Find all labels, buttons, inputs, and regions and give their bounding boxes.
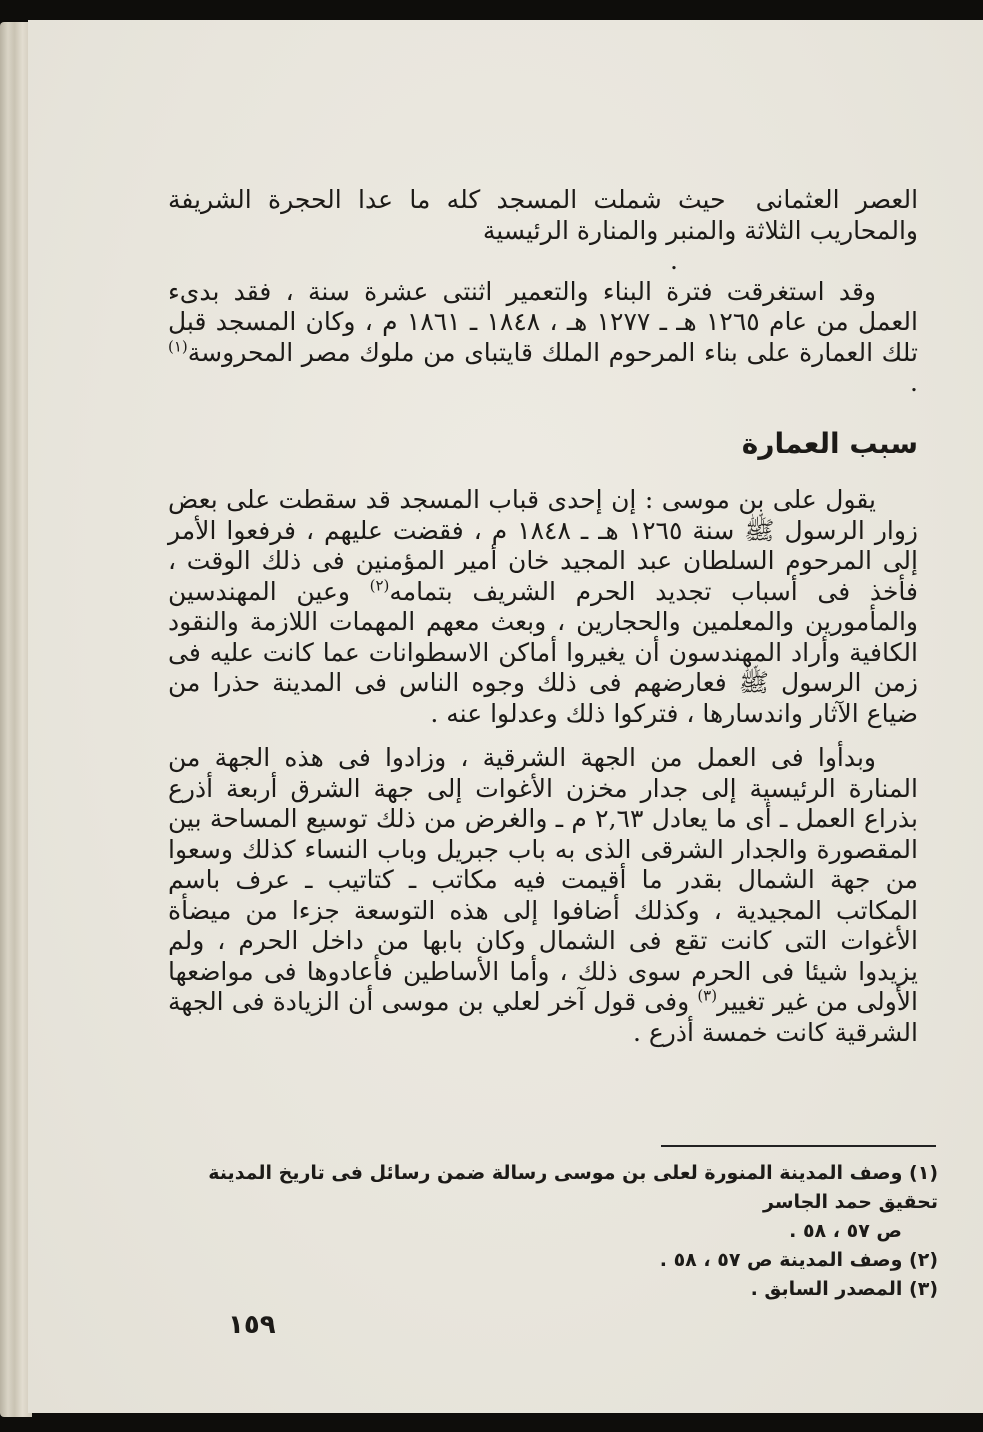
book-page [28,20,983,1413]
footnote-1-line2: ص ٥٧ ، ٥٨ . [789,1220,902,1242]
section-heading: سبب العمارة [741,426,918,460]
paragraph-4 [168,743,918,1048]
paragraph-4-text-a: وبدأوا فى العمل من الجهة الشرقية ، وزادوا فى هذه الجهة من المنارة الرئيسية إلى جدار مخزن الأغوات إلى جهة الشرق أربعة أذرع بذراع العمل ـ أى ما يعادل ٢,٦٣ م ـ والغرض من ذلك توسيع المساحة بين المقصورة والجدار الشرقى الذى به باب جبريل وباب النساء كذلك وسعوا من جهة الشمال بقدر ما أقيمت فيه مكاتب ـ كتاتيب ـ عرف باسم المكاتب المجيدية ، وكذلك أضافوا إلى هذه التوسعة جزءا من ميضأة الأغوات التى كانت تقع فى الشمال وكان بابها من داخل الحرم ، ولم يزيدوا شيئا فى الحرم سوى ذلك ، وأما الأساطين فأعادوها فى مواضعها الأولى من غير تغيير [168,743,918,1016]
paragraph-1-line2: الثلاثة والمنبر والمنارة الرئيسية [482,215,802,245]
page-number: ١٥٩ [228,1310,276,1340]
paragraph-1-start: العصر العثمانى [755,185,919,214]
paragraph-1-continuation: حيث شملت المسجد كله ما عدا الحجرة الشريفة والمحاريب [168,185,918,245]
footnote-separator [661,1145,936,1147]
paragraph-3-text-b: وعين المهندسين والمأمورين والمعلمين والحجارين ، وبعث معهم المهمات اللازمة والنقود الكافية وأراد المهندسون أن يغيروا أماكن الاسطوانات عما كانت عليه فى زمن الرسول ﷺ فعارضهم فى ذلك وجوه الناس فى المدينة حذرا من ضياع الآثار واندسارها ، فتركوا ذلك وعدلوا عنه . [168,576,918,728]
paragraph-4-text-b: وفى قول آخر لعلي بن موسى أن الزيادة فى الجهة الشرقية كانت خمسة أذرع . [168,987,918,1047]
paragraph-3-text-a: يقول على بن موسى : إن إحدى قباب المسجد قد سقطت على بعض زوار الرسول ﷺ سنة ١٢٦٥ هـ ـ ١٨٤٨ م ، فقضت عليهم ، فرفعوا الأمر إلى المرحوم السلطان عبد المجيد خان أمير المؤمنين فى ذلك الوقت ، فأخذ فى أسباب تجديد الحرم الشريف بتمامه [168,485,918,606]
paragraph-2-end: . [910,368,918,397]
paragraph-2-text: وقد استغرقت فترة البناء والتعمير اثنتى عشرة سنة ، فقد بدىء العمل من عام ١٢٦٥ هـ ـ ١٢٧٧ هـ ، ١٨٤٨ ـ ١٨٦١ م ، وكان المسجد قبل تلك العمارة على بناء المرحوم الملك قايتباى من ملوك مصر المحروسة [168,276,918,367]
paragraph-1 [168,185,918,246]
footnote-3: (٣) المصدر السابق . [750,1278,938,1300]
footnote-1 [178,1159,938,1217]
footnote-ref-2[interactable]: (٢) [369,576,390,595]
footnote-2: (٢) وصف المدينة ص ٥٧ ، ٥٨ . [659,1249,938,1271]
footnote-1-line1: (١) وصف المدينة المنورة لعلى بن موسى رسالة ضمن رسائل فى تاريخ المدينة تحقيق حمد الجاسر [208,1162,938,1213]
paragraph-2 [168,277,918,399]
paragraph-1-period: . [670,246,678,275]
paragraph-3 [168,485,918,729]
footnote-ref-1[interactable]: (١) [168,337,188,356]
footnote-ref-3[interactable]: (٣) [697,986,718,1005]
main-text [168,185,918,1048]
